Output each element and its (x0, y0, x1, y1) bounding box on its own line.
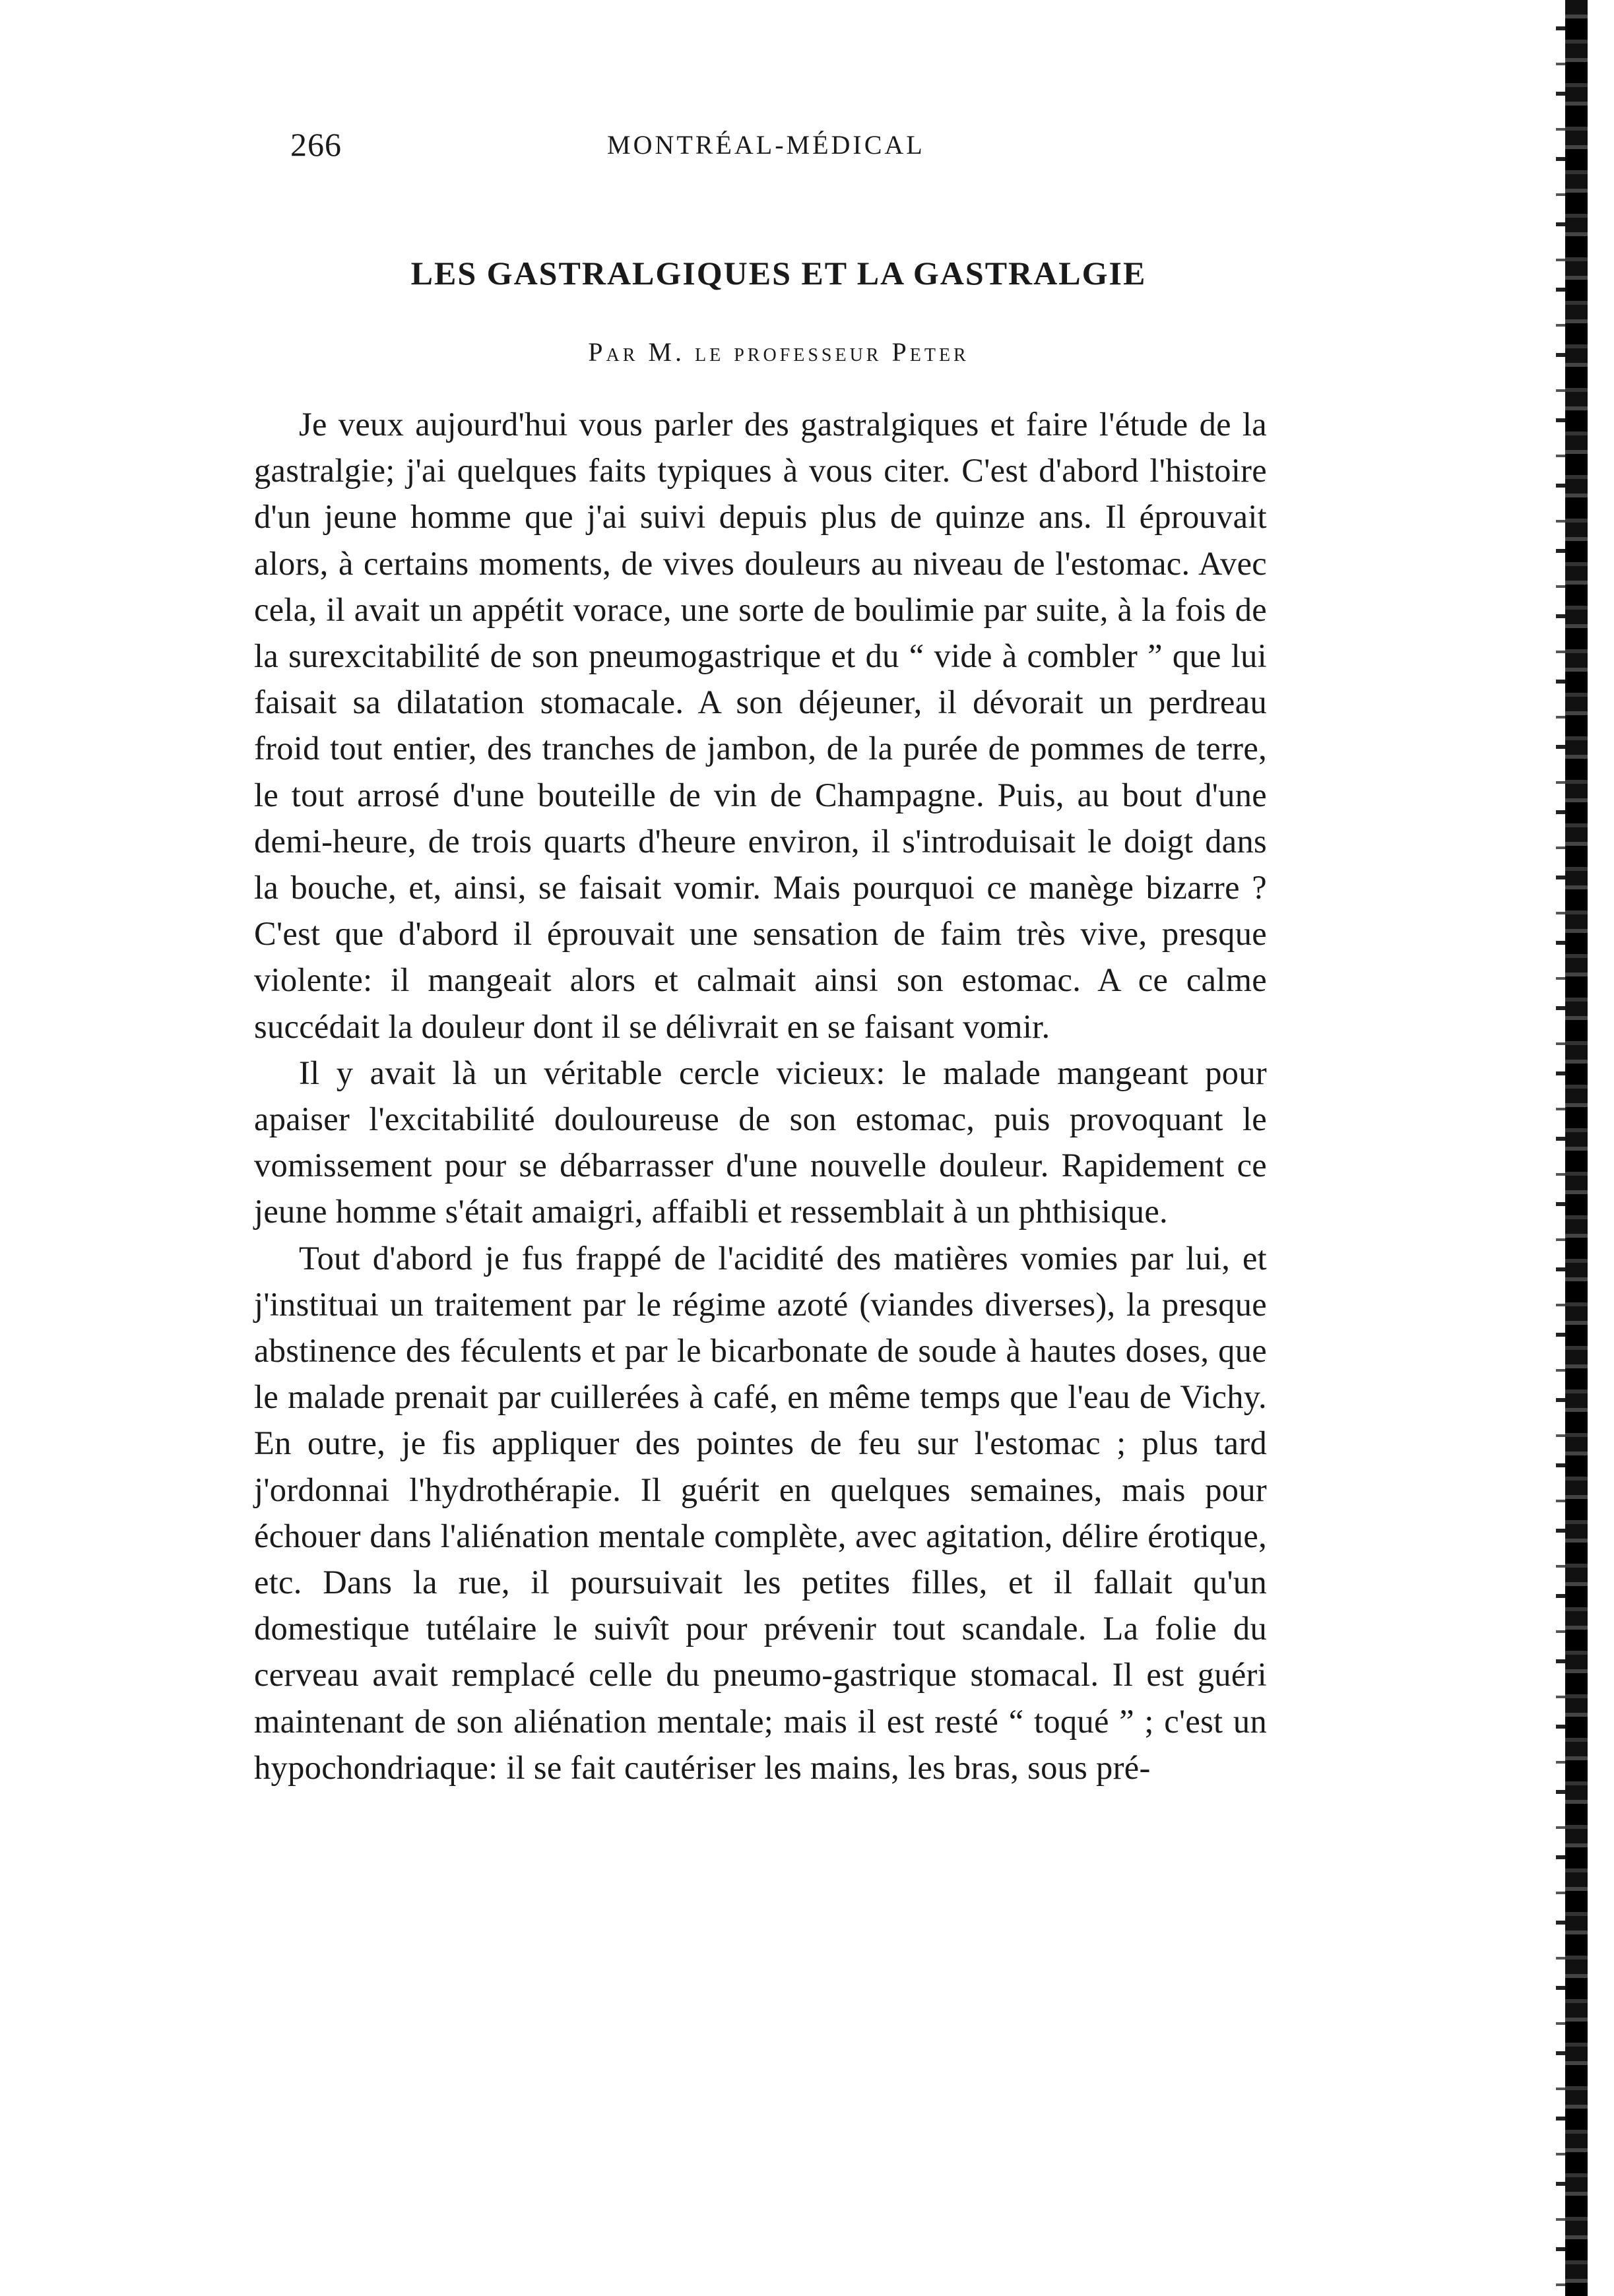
journal-title: MONTRÉAL-MÉDICAL (607, 130, 925, 160)
article-title: LES GASTRALGIQUES ET LA GASTRALGIE (410, 255, 1147, 292)
scan-edge-noise (1556, 0, 1565, 2296)
page-number: 266 (290, 126, 342, 163)
running-header (290, 125, 1293, 165)
article-body (254, 401, 1267, 1791)
paragraph: Je veux aujourd'hui vous parler des gastralgiques et faire l'étude de la gastralgie; j'ai quelques faits typiques à vous citer. C'est d'abord l'histoire d'un jeune homme que j'ai suivi depuis plus de quinze ans. Il éprouvait alors, à certains moments, de vives douleurs au niveau de l'estomac. Avec cela, il avait un appétit vorace, une sorte de boulimie par suite, à la fois de la surexcitabilité de son pneumogastrique et du “ vide à combler ” que lui faisait sa dilatation stomacale. A son déjeuner, il dévorait un perdreau froid tout entier, des tranches de jambon, de la purée de pommes de terre, le tout arrosé d'une bouteille de vin de Champagne. Puis, au bout d'une demi-heure, de trois quarts d'heure environ, il s'introduisait le doigt dans la bouche, et, ainsi, se faisait vomir. Mais pourquoi ce manège bizarre ? C'est que d'abord il éprouvait une sensation de faim très vive, presque violente: il mangeait alors et calmait ainsi son estomac. A ce calme succédait la douleur dont il se délivrait en se faisant vomir. (254, 406, 1267, 1045)
scan-binding-edge (1565, 0, 1588, 2296)
article-byline: Par M. le professeur Peter (588, 337, 969, 367)
paragraph: Tout d'abord je fus frappé de l'acidité des matières vomies par lui, et j'instituai un traitement par le régime azoté (viandes diverses), la presque abstinence des féculents et par le bicarbonate de soude à hautes doses, que le malade prenait par cuillerées à café, en même temps que l'eau de Vichy. En outre, je fis appliquer des pointes de feu sur l'estomac ; plus tard j'ordonnai l'hydrothérapie. Il guérit en quelques semaines, mais pour échouer dans l'aliénation mentale complète, avec agitation, délire érotique, etc. Dans la rue, il poursuivait les petites filles, et il fallait qu'un domestique tutélaire le suivît pour prévenir tout scandale. La folie du cerveau avait remplacé celle du pneumo-gastrique stomacal. Il est guéri maintenant de son aliénation mentale; mais il est resté “ toqué ” ; c'est un hypochondriaque: il se fait cautériser les mains, les bras, sous pré- (254, 1239, 1267, 1786)
paragraph: Il y avait là un véritable cercle vicieux: le malade mangeant pour apaiser l'excitabilité douloureuse de son estomac, puis provoquant le vomissement pour se débarrasser d'une nouvelle douleur. Rapidement ce jeune homme s'était amaigri, affaibli et ressemblait à un phthisique. (254, 1054, 1267, 1230)
